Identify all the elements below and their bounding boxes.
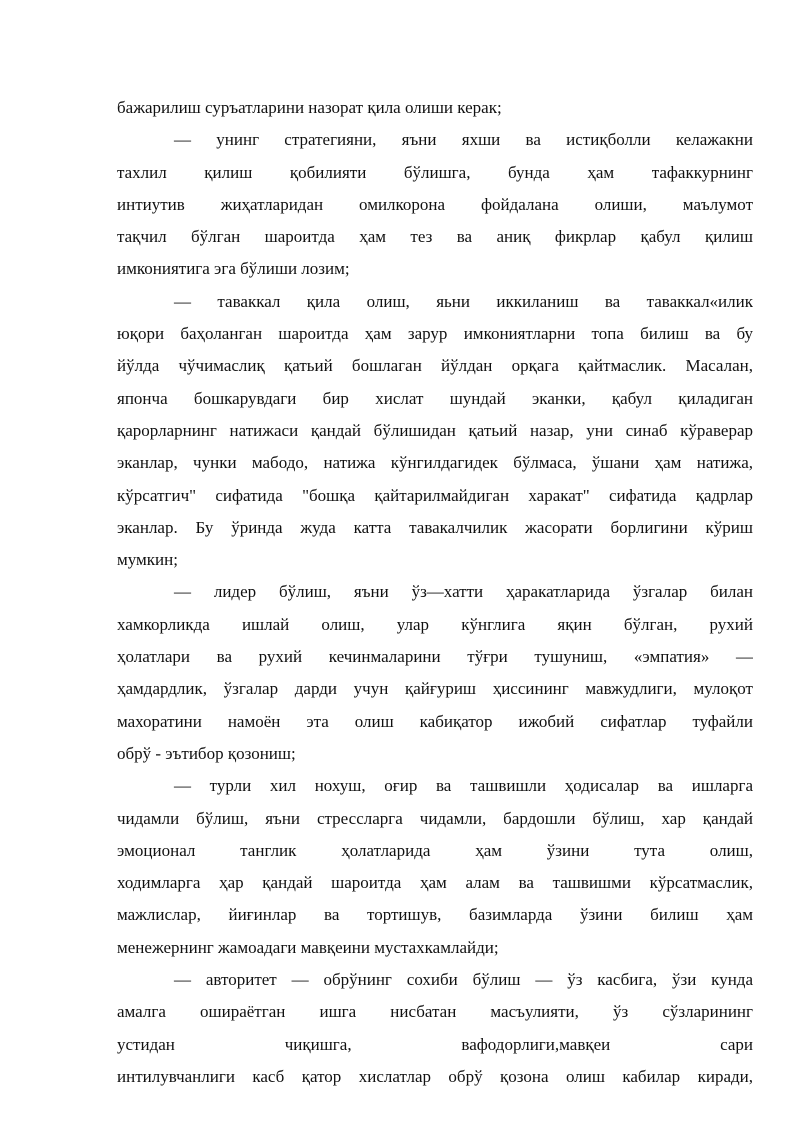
paragraph: [117, 576, 753, 770]
text-line: мумкин;: [117, 550, 178, 570]
paragraph: [117, 124, 753, 285]
text-line: менежернинг жамоадаги мавқеини мустахкамлайди;: [117, 937, 499, 957]
paragraph: [117, 770, 753, 964]
text-line: мажлислар, йиғинлар ва тортишув, базимларда ўзини билиш ҳам: [117, 905, 753, 925]
text-line: ходимларга ҳар қандай шароитда ҳам алам ва ташвишми кўрсатмаслик,: [117, 873, 753, 893]
text-line: — таваккал қила олиш, яьни иккиланиш ва таваккал«илик: [174, 291, 753, 311]
text-line: эмоционал танглик ҳолатларида ҳам ўзини тута олиш,: [117, 840, 753, 860]
text-line: амалга ошираётган ишга нисбатан масъулияти, ўз сўзларининг: [117, 1002, 753, 1022]
text-line: устидан чиқишга, вафодорлиги,мавқеи сари: [117, 1034, 753, 1054]
text-line: ҳамдардлик, ўзгалар дарди учун қайғуриш ҳиссининг мавжудлиги, мулоқот: [117, 679, 753, 699]
text-line: хамкорликда ишлай олиш, улар кўнглига яқин бўлган, рухий: [117, 614, 753, 634]
text-line: юқори баҳоланган шароитда ҳам зарур имкониятларни топа билиш ва бу: [117, 324, 753, 344]
text-line: эканлар. Бу ўринда жуда катта тавакалчилик жасорати борлигини кўриш: [117, 517, 753, 537]
paragraph: [117, 92, 753, 124]
text-line: эканлар, чунки мабодо, натижа кўнгилдагидек бўлмаса, ўшани ҳам натижа,: [117, 453, 753, 473]
text-line: японча бошкарувдаги бир хислат шундай эканки, қабул қиладиган: [117, 388, 753, 408]
paragraph: [117, 964, 753, 1093]
text-line: тақчил бўлган шароитда ҳам тез ва аниқ фикрлар қабул қилиш: [117, 227, 753, 247]
text-line: чидамли бўлиш, яъни стрессларга чидамли, бардошли бўлиш, хар қандай: [117, 808, 753, 828]
text-line: кўрсатгич" сифатида "бошқа қайтарилмайдиган харакат" сифатида қадрлар: [117, 485, 753, 505]
text-line: махоратини намоён эта олиш кабиқатор ижобий сифатлар туфайли: [117, 711, 753, 731]
text-line: интиутив жиҳатларидан омилкорона фойдалана олиши, маълумот: [117, 194, 753, 214]
text-line: йўлда чўчимаслиқ қатьий бошлаган йўлдан орқага қайтмаслик. Масалан,: [117, 356, 753, 376]
text-line: обрў - эътибор қозониш;: [117, 743, 296, 763]
text-line: тахлил қилиш қобилияти бўлишга, бунда ҳам тафаккурнинг: [117, 162, 753, 182]
paragraph: [117, 286, 753, 577]
text-line: — унинг стратегияни, яъни яхши ва истиқболли келажакни: [174, 130, 753, 150]
text-line: — авторитет — обрўнинг сохиби бўлиш — ўз касбига, ўзи кунда: [174, 970, 753, 990]
text-line: қарорларнинг натижаси қандай бўлишидан қатьий назар, уни синаб кўраверар: [117, 420, 753, 440]
text-line: имкониятига эга бўлиши лозим;: [117, 259, 350, 279]
text-line: ҳолатлари ва рухий кечинмаларини тўғри тушуниш, «эмпатия» —: [117, 647, 753, 667]
text-line: — турли хил нохуш, оғир ва ташвишли ҳодисалар ва ишларга: [174, 776, 753, 796]
text-line: — лидер бўлиш, яъни ўз—хатти ҳаракатларида ўзгалар билан: [174, 582, 753, 602]
text-line: бажарилиш суръатларини назорат қила олиши керак;: [117, 98, 502, 117]
text-line: интилувчанлиги касб қатор хислатлар обрў қозона олиш кабилар киради,: [117, 1066, 753, 1086]
document-page: [117, 92, 753, 1093]
